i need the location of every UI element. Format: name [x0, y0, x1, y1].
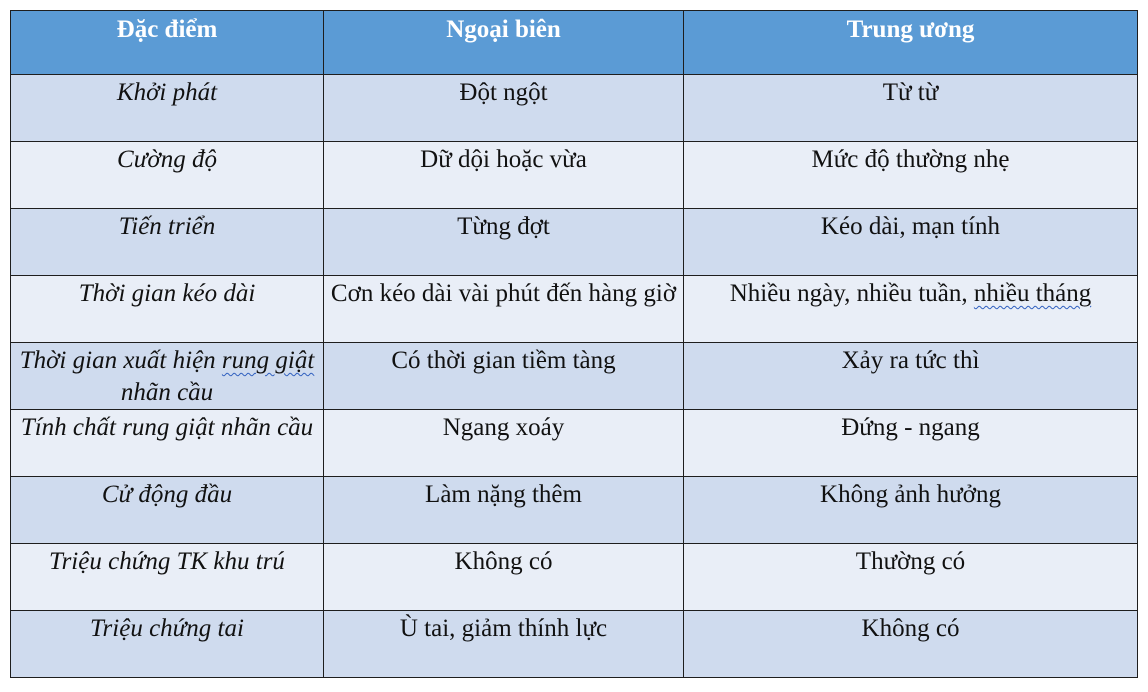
header-row — [11, 11, 1138, 75]
feature-cell: Cường độ — [11, 142, 324, 209]
central-cell: Kéo dài, mạn tính — [684, 209, 1138, 276]
feature-cell — [11, 343, 324, 410]
header-peripheral: Ngoại biên — [324, 11, 684, 75]
peripheral-cell: Từng đợt — [324, 209, 684, 276]
feature-cell: Tính chất rung giật nhãn cầu — [11, 410, 324, 477]
header-central: Trung ương — [684, 11, 1138, 75]
central-cell: Mức độ thường nhẹ — [684, 142, 1138, 209]
peripheral-cell: Đột ngột — [324, 75, 684, 142]
feature-cell: Tiến triển — [11, 209, 324, 276]
central-cell: Từ từ — [684, 75, 1138, 142]
peripheral-cell: Dữ dội hoặc vừa — [324, 142, 684, 209]
feature-cell: Triệu chứng tai — [11, 611, 324, 678]
feature-cell: Thời gian kéo dài — [11, 276, 324, 343]
peripheral-cell: Không có — [324, 544, 684, 611]
comparison-table — [10, 10, 1138, 678]
feature-cell: Khởi phát — [11, 75, 324, 142]
feature-cell: Triệu chứng TK khu trú — [11, 544, 324, 611]
central-text: Nhiều ngày, nhiều tuần, — [729, 280, 974, 307]
table-row — [11, 611, 1138, 678]
peripheral-cell: Có thời gian tiềm tàng — [324, 343, 684, 410]
feature-text: nhãn cầu — [120, 379, 214, 406]
table-row — [11, 142, 1138, 209]
spellcheck-marked-text: nhiều tháng — [973, 280, 1092, 307]
table-row — [11, 276, 1138, 343]
table-row — [11, 477, 1138, 544]
table-row — [11, 410, 1138, 477]
peripheral-cell: Cơn kéo dài vài phút đến hàng giờ — [324, 276, 684, 343]
feature-text: Thời gian xuất hiện — [19, 347, 222, 374]
table-row — [11, 75, 1138, 142]
peripheral-cell: Làm nặng thêm — [324, 477, 684, 544]
table-row — [11, 209, 1138, 276]
central-cell: Không có — [684, 611, 1138, 678]
central-cell: Đứng - ngang — [684, 410, 1138, 477]
table-row — [11, 343, 1138, 410]
table-row — [11, 544, 1138, 611]
peripheral-cell: Ù tai, giảm thính lực — [324, 611, 684, 678]
central-cell — [684, 276, 1138, 343]
peripheral-cell: Ngang xoáy — [324, 410, 684, 477]
central-cell: Xảy ra tức thì — [684, 343, 1138, 410]
central-cell: Thường có — [684, 544, 1138, 611]
feature-cell: Cử động đầu — [11, 477, 324, 544]
spellcheck-marked-text: rung giật — [221, 347, 315, 374]
central-cell: Không ảnh hưởng — [684, 477, 1138, 544]
header-feature: Đặc điểm — [11, 11, 324, 75]
